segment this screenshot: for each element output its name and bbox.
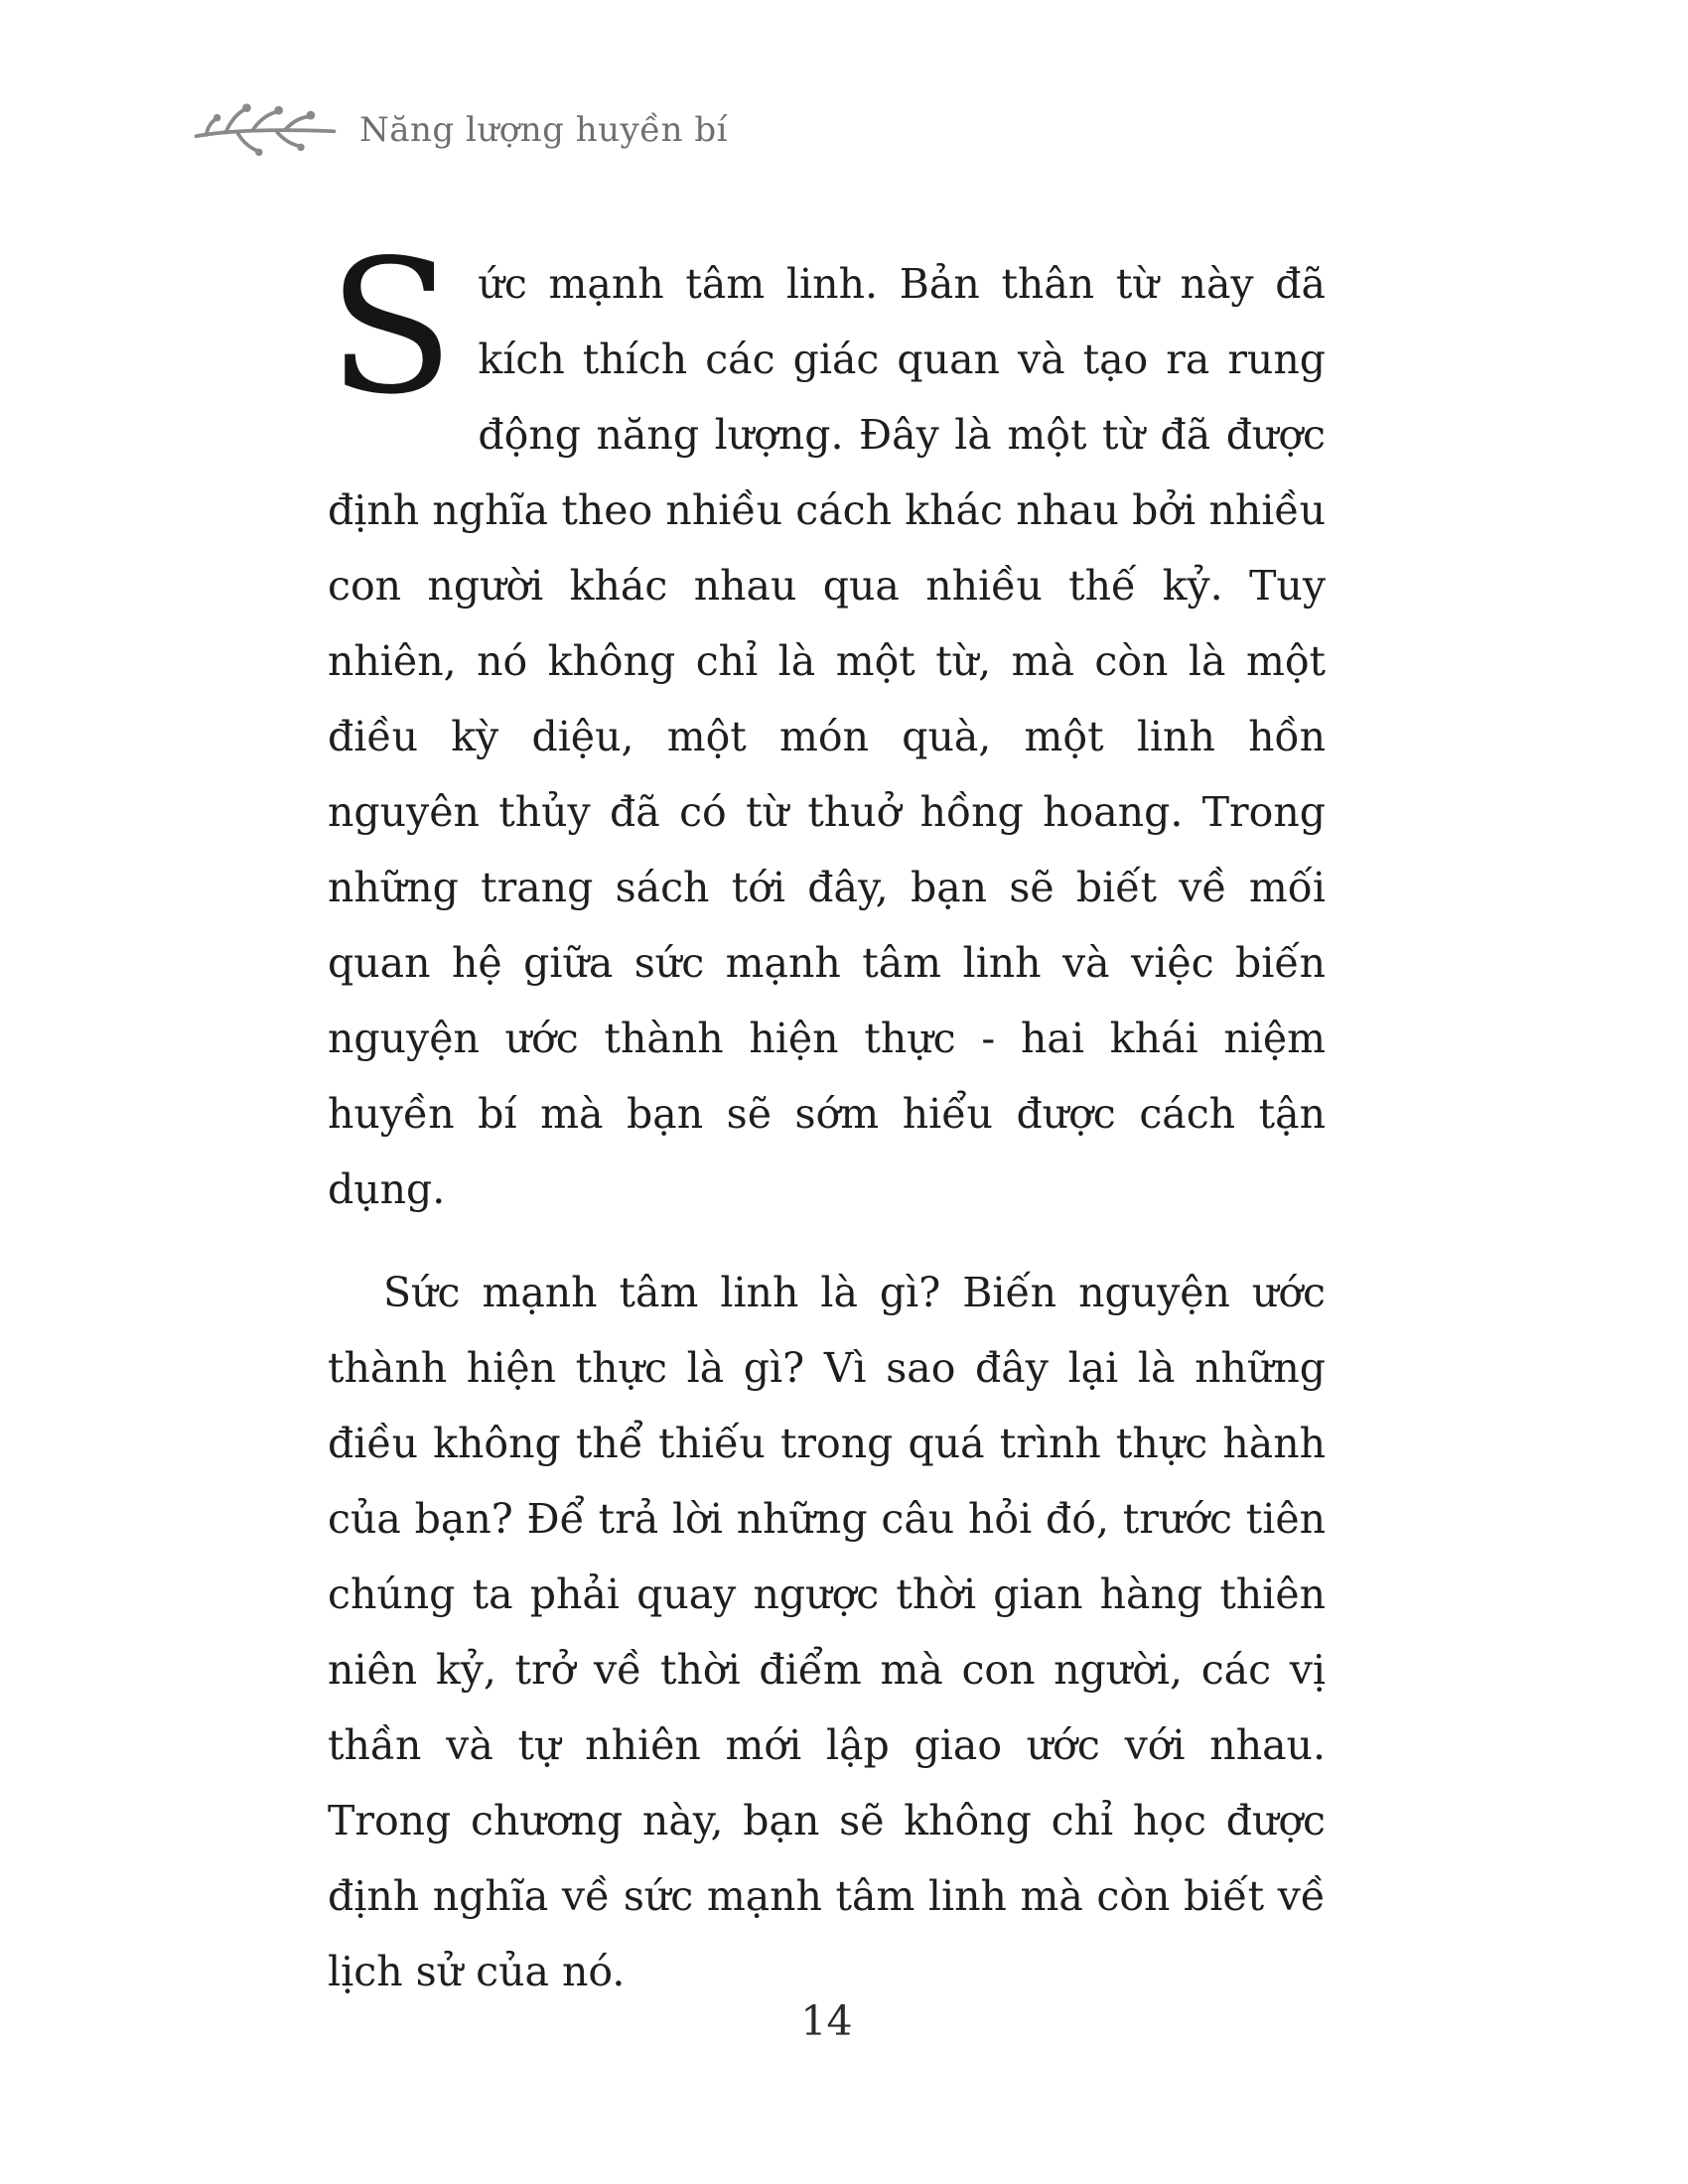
paragraph-2: Sức mạnh tâm linh là gì? Biến nguyện ước thành hiện thực là gì? Vì sao đây lại là những điều không thể thiếu trong quá trình thực hành của bạn? Để trả lời những câu hỏi đó, trước tiên chúng ta phải quay ngược thời gian hàng thiên niên kỷ, trở về thời điểm mà con người, các vị thần và tự nhiên mới lập giao ước với nhau. Trong chương này, bạn sẽ không chỉ học được định nghĩa về sức mạnh tâm linh mà còn biết về lịch sử của nó. xyxy=(328,1269,1326,1995)
page-footer xyxy=(328,1997,1326,2045)
paragraph-1 xyxy=(328,219,1326,1227)
body-text xyxy=(328,219,1326,2009)
paragraph-1-text: ức mạnh tâm linh. Bản thân từ này đã kích thích các giác quan và tạo ra rung động năng lượng. Đây là một từ đã được định nghĩa theo nhiều cách khác nhau bởi nhiều con người khác nhau qua nhiều thế kỷ. Tuy nhiên, nó không chỉ là một từ, mà còn là một điều kỳ diệu, một món quà, một linh hồn nguyên thủy đã có từ thuở hồng hoang. Trong những trang sách tới đây, bạn sẽ biết về mối quan hệ giữa sức mạnh tâm linh và việc biến nguyện ước thành hiện thực - hai khái niệm huyền bí mà bạn sẽ sớm hiểu được cách tận dụng. xyxy=(328,260,1326,1213)
page-header xyxy=(191,99,728,161)
running-header-title: Năng lượng huyền bí xyxy=(359,109,728,150)
branch-ornament-icon xyxy=(191,99,340,161)
drop-cap: S xyxy=(328,219,455,435)
page-number: 14 xyxy=(800,1997,853,2045)
